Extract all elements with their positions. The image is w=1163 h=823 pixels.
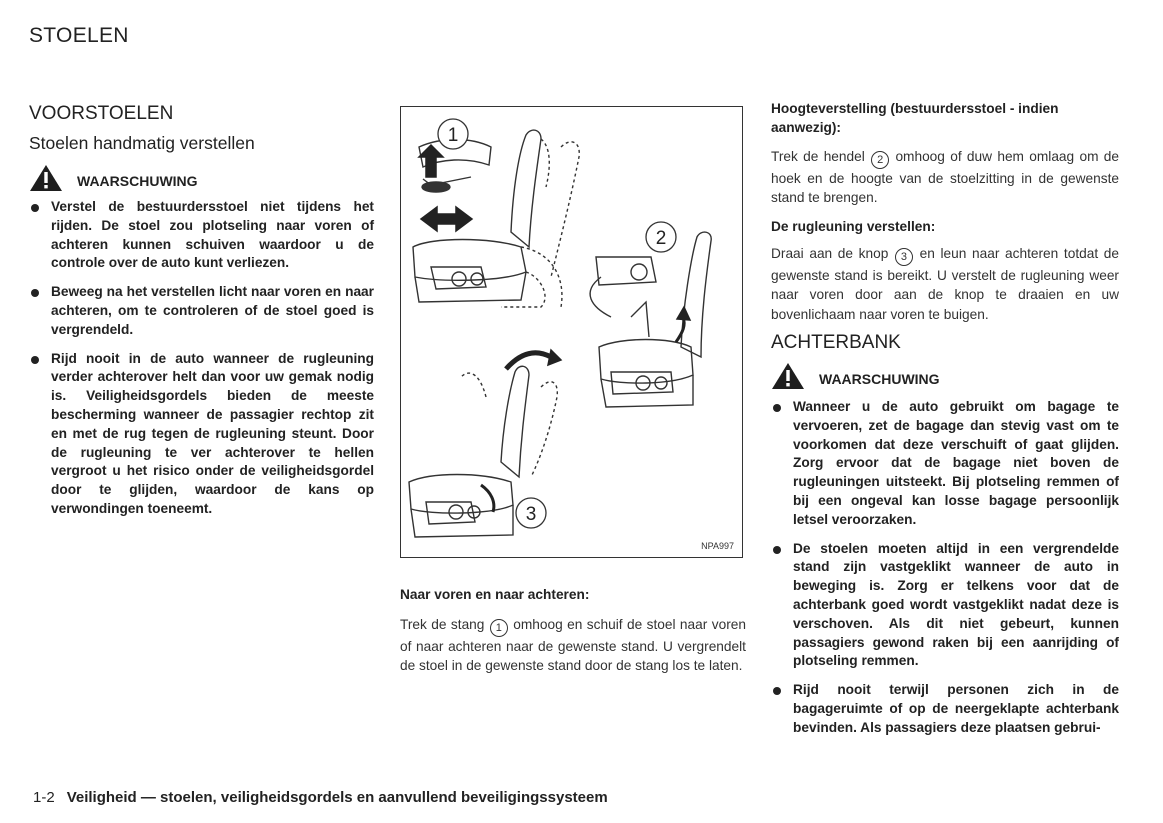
warning-label: WAARSCHUWING <box>819 370 940 387</box>
column-adjustments <box>771 100 1119 748</box>
list-item <box>29 350 374 519</box>
height-arrow-icon <box>676 317 684 342</box>
lever-up-arrow-icon <box>419 145 443 177</box>
warning-triangle-icon <box>29 164 63 192</box>
text-before-ref: Trek de hendel <box>771 149 865 164</box>
bullet-icon <box>773 404 781 412</box>
list-item <box>771 681 1119 737</box>
bullet-icon <box>773 687 781 695</box>
seat-adjustment-figure <box>400 106 743 558</box>
list-item-text: Rijd nooit terwijl personen zich in de bagageruimte of op de neergeklapte achterbank bevinden. Als passagiers deze plaatsen gebrui- <box>793 682 1119 735</box>
section-voren-achteren <box>400 586 746 675</box>
callout-3-label: 3 <box>525 504 537 525</box>
column-figure <box>400 106 746 675</box>
list-item-text: De stoelen moeten altijd in een vergrendelde stand zijn vastgeklikt wanneer de auto in beweging is. Zorg er telkens voor dat de achterbank goed wordt vastgeklikt nadat deze is verschoven. Als dit niet gebeurt, kunnen passagiers gewond raken bij een aanrijding of plotseling remmen. <box>793 540 1119 669</box>
seat-illustration <box>401 107 741 556</box>
heading-voren-achteren: Naar voren en naar achteren: <box>400 587 590 602</box>
page-title: STOELEN <box>29 24 129 47</box>
warning-header <box>771 362 1119 390</box>
bullet-icon <box>31 356 39 364</box>
page-footer <box>33 789 608 806</box>
fore-aft-arrow-icon <box>421 207 472 231</box>
text-after-ref: omhoog of duw hem omlaag om de hoek en de hoogte van de stoelzitting in de gewenste stand te brengen. <box>771 149 1119 206</box>
warning-triangle-icon <box>771 362 805 390</box>
paragraph-rugleuning <box>771 244 1119 324</box>
ref-3-marker: 3 <box>895 248 913 266</box>
paragraph-hoogte <box>771 147 1119 208</box>
warning-list <box>771 398 1119 738</box>
list-item <box>771 398 1119 530</box>
list-item-text: Beweeg na het verstellen licht naar voren en naar achteren, om te controleren of de stoel goed is vergrendeld. <box>51 284 374 337</box>
text-before-ref: Trek de stang <box>400 616 485 632</box>
list-item-text: Wanneer u de auto gebruikt om bagage te vervoeren, zet de bagage dan stevig vast om te voorkomen dat deze verschuift of gaat glijden. Zorg ervoor dat de bagage niet boven de rugleuningen uitsteekt. Bij plotseling remmen of bij een ongeval kan losse bagage persoonlijk letsel veroorzaken. <box>793 398 1119 527</box>
section-heading-achterbank: ACHTERBANK <box>771 331 901 353</box>
list-item <box>771 540 1119 672</box>
subheading-handmatig: Stoelen handmatig verstellen <box>29 133 255 153</box>
recline-arrow-icon <box>506 353 551 369</box>
list-item <box>29 198 374 273</box>
text-after-ref: omhoog en schuif de stoel naar voren of naar achteren naar de gewenste stand. U vergrendelt de stoel in de gewenste stand door de stang los te laten. <box>400 616 746 673</box>
heading-rugleuning: De rugleuning verstellen: <box>771 218 936 234</box>
callout-2-label: 2 <box>655 228 667 249</box>
heading-hoogte: Hoogteverstelling (bestuurdersstoel - indien aanwezig): <box>771 101 1059 135</box>
list-item-text: Rijd nooit in de auto wanneer de rugleuning verder achterover helt dan voor uw gemak nodig is. Veiligheidsgordels bieden de meeste bescherming wanneer de passagier rechtop zit en met de rug tegen de rugleuning steunt. Door de rugleuning te ver achterover te hellen vergroot u het risico onder de veiligheidsgordel door te glijden, waardoor de kans op verwondingen toeneemt. <box>51 350 374 516</box>
footer-title: Veiligheid — stoelen, veiligheidsgordels en aanvullend beveiligingssysteem <box>66 789 608 806</box>
bullet-icon <box>31 289 39 297</box>
adjustment-arrows <box>419 145 690 512</box>
column-voorstoelen <box>29 103 374 529</box>
figure-code: NPA997 <box>701 541 734 551</box>
bullet-icon <box>773 546 781 554</box>
section-heading-voorstoelen: VOORSTOELEN <box>29 103 174 124</box>
warning-list <box>29 198 374 519</box>
warning-label: WAARSCHUWING <box>77 173 198 189</box>
text-before-ref: Draai aan de knop <box>771 246 889 262</box>
knob-turn-arrow-icon <box>481 485 494 512</box>
warning-header <box>29 164 374 192</box>
ref-2-marker: 2 <box>871 151 889 169</box>
list-item-text: Verstel de bestuurdersstoel niet tijdens het rijden. De stoel zou plotseling naar voren of achteren kunnen schuiven waardoor u de controle over de auto kunt verliezen. <box>51 199 374 271</box>
paragraph-voren-achteren <box>400 615 746 676</box>
seat-height-illustration <box>590 232 711 407</box>
bullet-icon <box>31 204 39 212</box>
page-number: 1-2 <box>33 789 55 806</box>
callout-1-label: 1 <box>447 125 459 146</box>
ref-1-marker: 1 <box>490 619 508 637</box>
list-item <box>29 283 374 339</box>
text-after-ref: en leun naar achteren totdat de gewenste stand is bereikt. U verstelt de rugleuning weer naar voren door aan de knop te draaien en uw bovenlichaam naar voren te buigen. <box>771 246 1120 322</box>
callout-markers <box>438 119 676 528</box>
